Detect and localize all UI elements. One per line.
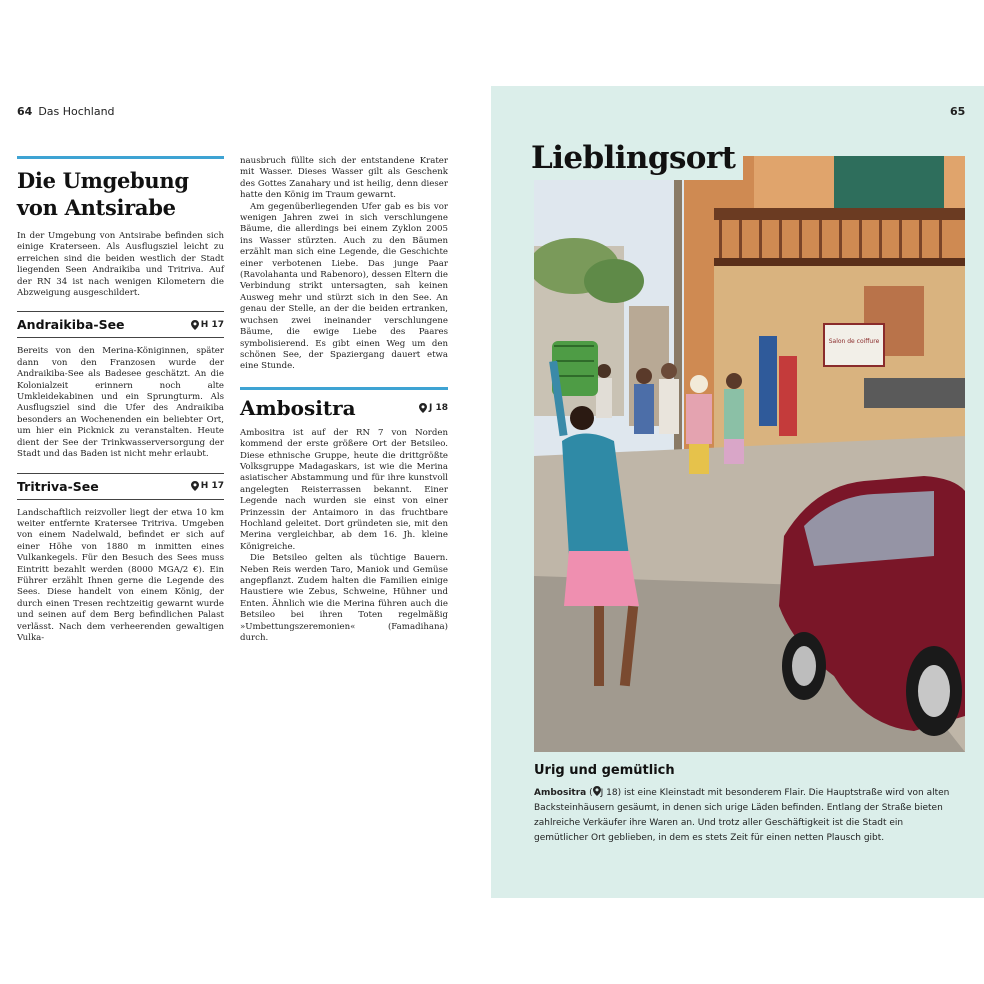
subhead-rule — [17, 337, 224, 338]
street-photo — [534, 156, 965, 752]
caption-lead: Ambositra — [534, 788, 587, 798]
ambositra-section — [240, 387, 448, 645]
caption-ref: J 18 — [600, 788, 618, 798]
right-folio — [950, 105, 971, 118]
tritriva-continued: nausbruch füllte sich der entstandene Krater mit Wasser. Dieses Wasser gilt als Geschenk des Gottes Zanahary und ist heilig, denn dieser hatte den König im Traum gewarnt. — [240, 156, 448, 201]
legend-paragraph: Am gegenüberliegenden Ufer gab es bis vor wenigen Jahren zwei in sich verschlungene Bäume, die allerdings bei einem Zyklon 2005 ins Wasser stürzten. Auch zu den Bäumen erzählt man sich eine Legende, die Geschichte einer verbotenen Liebe. Das junge Paar (Ravolahanta und Rabenoro), dessen Eltern die Verbindung strikt untersagten, sah keinen Ausweg mehr und stürzt sich in den See. An genau der Stelle, an der die beiden ertranken, wuchsen zwei ineinander verschlungene Bäume, die ewige Liebe des Paares symbolisierend. Es gibt einen Weg um den schönen See, der Spaziergang dauert etwa eine Stunde. — [240, 201, 448, 372]
left-folio — [17, 105, 115, 118]
ambositra-map-ref — [419, 403, 448, 413]
street-photo-illustration — [534, 156, 965, 752]
andraikiba-ref-text: H 17 — [200, 319, 224, 330]
map-pin-icon — [191, 481, 199, 491]
tritriva-ref-text: H 17 — [200, 481, 224, 491]
tritriva-section — [17, 473, 224, 645]
caption-text: ist eine Kleinstadt mit besonderem Flair. Die Hauptstraße wird von alten Backsteinhäusern gesäumt, in denen sich urige Läden befinden. Entlang der Straße bieten zahlreiche Verkäufer ihre Waren an. Und trotz aller Geschäftigkeit ist die Stadt ein gemütlicher Ort geblieben, in dem es stets Zeit für einen netten Plausch gibt. — [534, 788, 950, 843]
tritriva-text: Landschaftlich reizvoller liegt der etwa 10 km weiter entfernte Kratersee Tritriva. Umgeben von einem Nadelwald, befindet er sich auf einer Höhe von 1880 m inmitten eines Vulkankegels. Für den Besuch des Sees muss Eintritt bezahlt werden (8000 MGA/2 €). Ein Führer erzählt Ihnen gerne die Legende des Sees. Diese handelt von einem König, der durch einen Tresen rechtzeitig gewarnt wurde und seinen auf dem Berg befindlichen Palast verlässt. Nach dem verheerenden gewaltigen Vulka- — [17, 507, 224, 643]
andraikiba-section — [17, 311, 224, 460]
map-pin-icon — [419, 403, 427, 413]
tritriva-map-ref — [191, 481, 224, 491]
section-rule — [17, 156, 224, 159]
subhead-rule — [17, 499, 224, 500]
section-title: Die Umgebung von Antsirabe — [17, 168, 189, 220]
caption-body: Ambositra ( J 18) ist eine Kleinstadt mit besonderem Flair. Die Hauptstraße wird von alten Backsteinhäusern gesäumt, in denen sich urige Läden befinden. Entlang der Straße bieten zahlreiche Verkäufer ihre Waren an. Und trotz aller Geschäftigkeit ist die Stadt ein gemütlicher Ort geblieben, in dem es stets Zeit für einen netten Plausch gibt. — [534, 788, 950, 843]
andraikiba-map-ref — [191, 320, 224, 330]
shop-sign-text: Salon de coiffure — [828, 338, 880, 345]
caption-title: Urig und gemütlich — [534, 763, 675, 778]
andraikiba-text: Bereits von den Merina-Königinnen, später dann von den Franzosen wurde der Andraikiba-See als Badesee geschätzt. An die Kolonialzeit erinnern noch alte Umkleidekabinen und ein Sprungturm. Als Ausflugsziel sind die Ufer des Andraikiba besonders an Wochenenden ein beliebter Ort, um hier ein Picknick zu veranstalten. Heute dient der See der Trinkwasserversorgung der Stadt und das Baden ist nicht mehr erlaubt. — [17, 346, 224, 460]
left-page-number: 64 — [17, 105, 33, 118]
map-pin-icon — [191, 320, 199, 330]
left-column-2 — [240, 156, 448, 644]
left-running-title: Das Hochland — [38, 105, 115, 118]
ambositra-paragraph-1: Ambositra ist auf der RN 7 von Norden kommend der erste größere Ort der Betsileo. Diese ethnische Gruppe, heute die drittgrößte Volksgruppe Madagaskars, ist wie die Merina asiatischer Abstammung und für ihre kunstvoll angelegten Reisterrassen bekannt. Einer Legende nach wurden sie einst von einer Prinzessin der Antaimoro in das fruchtbare Hochland geleitet. Dort gründeten sie, mit den Merina vergleichbar, ab dem 16. Jh. kleine Königreiche. — [240, 427, 448, 552]
favorite-place-heading: Lieblingsort — [531, 140, 743, 180]
ambositra-paragraph-2: Die Betsileo gelten als tüchtige Bauern. Neben Reis werden Taro, Maniok und Gemüse angepflanzt. Zudem halten die Familien einige Haustiere wie Zebus, Schweine, Hühner und Enten. Ähnlich wie die Merina führen auch die Betsileo bei ihren Toten regelmäßig »Umbettungszeremonien« (Famadihana) durch. — [240, 553, 448, 644]
intro-paragraph: In der Umgebung von Antsirabe befinden sich einige Kraterseen. Als Ausflugsziel leicht zu erreichen sind die beiden westlich der Stadt liegenden Seen Andraikiba und Tritriva. Auf der RN 34 ist nach wenigen Kilometern die Abzweigung ausgeschildert. — [17, 231, 224, 299]
andraikiba-title: Andraikiba-See — [17, 317, 125, 333]
tritriva-title: Tritriva-See — [17, 478, 99, 494]
map-pin-icon — [593, 786, 601, 796]
right-page-number: 65 — [950, 105, 966, 118]
left-column-1 — [17, 156, 224, 644]
ambositra-title: Ambositra — [240, 395, 356, 420]
ambositra-ref-text: J 18 — [428, 402, 448, 413]
